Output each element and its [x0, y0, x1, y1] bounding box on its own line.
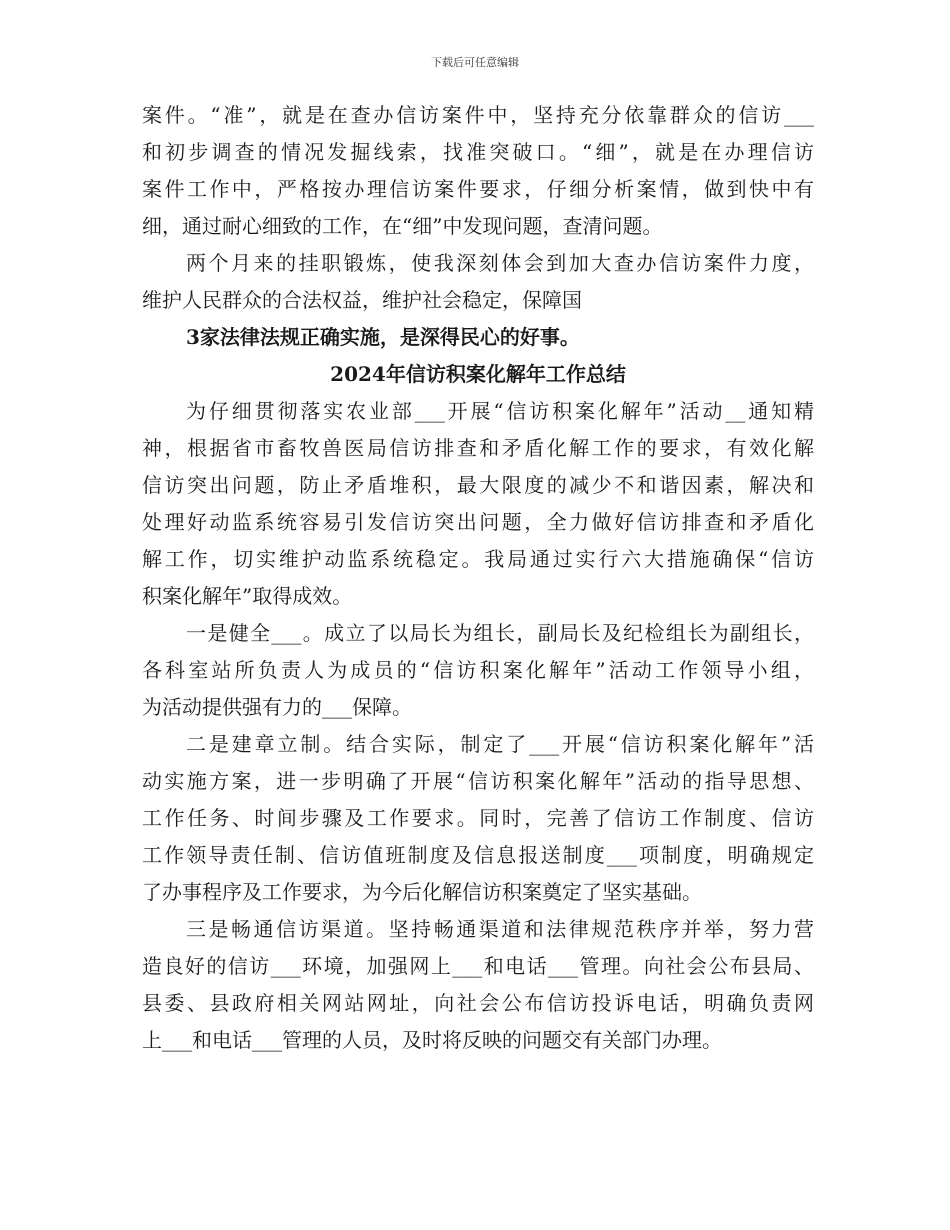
text-line: 县委、县政府相关网站网址，向社会公布信访投诉电话，明确负责网 — [142, 991, 814, 1015]
text-line: 和初步调查的情况发掘线索，找准突破口。“细”，就是在办理信访 — [142, 140, 814, 164]
paragraph-start: 三是畅通信访渠道。坚持畅通渠道和法律规范秩序并举，努力营 — [186, 917, 814, 941]
text-line: 解工作，切实维护动监系统稳定。我局通过实行六大措施确保“信访 — [142, 547, 814, 571]
document-title: 2024年信访积案化解年工作总结 — [330, 362, 626, 386]
bold-line: 3家法律法规正确实施，是深得民心的好事。 — [186, 325, 580, 349]
paragraph-start: 一是健全___。成立了以局长为组长，副局长及纪检组长为副组长， — [186, 621, 814, 645]
text-line: 上___和电话___管理的人员，及时将反映的问题交有关部门办理。 — [142, 1028, 722, 1052]
text-line: 工作领导责任制、信访值班制度及信息报送制度___项制度，明确规定 — [142, 843, 814, 867]
text-line: 案件。“准”，就是在查办信访案件中，坚持充分依靠群众的信访___ — [142, 103, 814, 127]
text-line: 了办事程序及工作要求，为今后化解信访积案奠定了坚实基础。 — [142, 880, 702, 904]
text-line: 造良好的信访___环境，加强网上___和电话___管理。向社会公布县局、 — [142, 954, 814, 978]
text-line: 处理好动监系统容易引发信访突出问题，全力做好信访排查和矛盾化 — [142, 510, 814, 534]
text-line: 积案化解年”取得成效。 — [142, 584, 353, 608]
page-header: 下载后可任意编辑 — [431, 56, 519, 69]
text-line: 为活动提供强有力的___保障。 — [142, 695, 412, 719]
text-line: 信访突出问题，防止矛盾堆积，最大限度的减少不和谐因素，解决和 — [142, 473, 814, 497]
text-line: 细，通过耐心细致的工作，在“细”中发现问题，查清问题。 — [142, 214, 663, 238]
paragraph-start: 为仔细贯彻落实农业部___开展“信访积案化解年”活动__通知精 — [186, 399, 814, 423]
text-line: 案件工作中，严格按办理信访案件要求，仔细分析案情，做到快中有 — [142, 177, 814, 201]
text-line: 神，根据省市畜牧兽医局信访排查和矛盾化解工作的要求，有效化解 — [142, 436, 814, 460]
text-line: 各科室站所负责人为成员的“信访积案化解年”活动工作领导小组， — [142, 658, 814, 682]
paragraph-start: 二是建章立制。结合实际，制定了___开展“信访积案化解年”活 — [186, 732, 814, 756]
text-line: 工作任务、时间步骤及工作要求。同时，完善了信访工作制度、信访 — [142, 806, 814, 830]
paragraph-start: 两个月来的挂职锻炼，使我深刻体会到加大查办信访案件力度， — [186, 251, 814, 275]
text-line: 维护人民群众的合法权益，维护社会稳定，保障国 — [142, 288, 582, 312]
document-body — [142, 104, 814, 1051]
text-line: 动实施方案，进一步明确了开展“信访积案化解年”活动的指导思想、 — [142, 769, 814, 793]
